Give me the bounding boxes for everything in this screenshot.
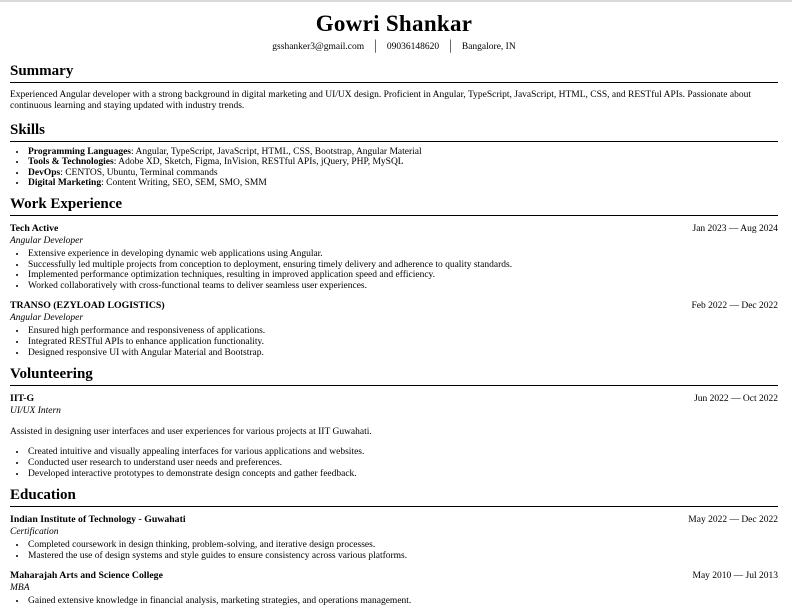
skill-label: Digital Marketing	[28, 178, 102, 189]
school-name: Indian Institute of Technology - Guwahati	[10, 514, 186, 526]
volunteering-heading: Volunteering	[10, 366, 778, 386]
skill-item	[27, 178, 778, 189]
entry-bullet-list	[10, 249, 778, 291]
organization-name: IIT-G	[10, 393, 35, 405]
entry-bullet: • Integrated RESTful APIs to enhance application functionality.	[27, 337, 778, 348]
resume-page	[0, 11, 792, 607]
skill-separator: :	[131, 146, 136, 157]
entry-bullet: • Ensured high performance and responsiveness of applications.	[27, 326, 778, 337]
entry-bullet: • Extensive experience in developing dynamic web applications using Angular.	[27, 249, 778, 260]
entry-bullet: • Worked collaboratively with cross-functional teams to deliver seamless user experiences.	[27, 281, 778, 292]
entry-bullet-list	[10, 447, 778, 479]
skill-value: Adobe XD, Sketch, Figma, InVision, RESTful APIs, jQuery, PHP, MySQL	[118, 157, 404, 168]
section-skills	[10, 122, 778, 189]
skill-value: Angular, TypeScript, JavaScript, HTML, CSS, Bootstrap, Angular Material	[135, 146, 422, 157]
entry-bullet-list	[10, 540, 778, 561]
section-volunteering	[10, 366, 778, 479]
skill-item	[27, 157, 778, 168]
company-name: TRANSO (EZYLOAD LOGISTICS)	[10, 300, 165, 312]
section-work-experience	[10, 196, 778, 358]
degree-name: Certification	[10, 527, 59, 538]
contact-location: Bangalore, IN	[461, 42, 516, 52]
contact-separator: │	[372, 41, 379, 53]
work-entry	[10, 223, 778, 291]
skill-value: Content Writing, SEO, SEM, SMO, SMM	[106, 178, 267, 189]
skill-item	[27, 168, 778, 179]
contact-email: gsshanker3@gmail.com	[272, 42, 365, 52]
entry-dates: Jan 2023 — Aug 2024	[692, 223, 778, 234]
entry-title-row	[10, 300, 778, 312]
entry-bullet: • Implemented performance optimization techniques, resulting in improved application speed and efficiency.	[27, 270, 778, 281]
school-name: Maharajah Arts and Science College	[10, 570, 163, 582]
skill-label: Programming Languages	[28, 146, 132, 157]
skill-separator: :	[101, 178, 107, 189]
degree-name: MBA	[10, 583, 30, 594]
skills-heading: Skills	[10, 122, 778, 142]
entry-bullet: • Completed coursework in design thinking, problem-solving, and iterative design processes.	[27, 540, 778, 551]
entry-title-row	[10, 514, 778, 526]
education-heading: Education	[10, 487, 778, 507]
entry-bullet-list	[10, 596, 778, 607]
entry-title-row	[10, 393, 778, 405]
entry-bullet: • Created intuitive and visually appealing interfaces for various applications and websites.	[27, 447, 778, 458]
job-title: Angular Developer	[10, 313, 84, 324]
job-title: Angular Developer	[10, 235, 84, 246]
page-top-edge	[0, 0, 792, 2]
entry-bullet: • Gained extensive knowledge in financial analysis, marketing strategies, and operations management.	[27, 596, 778, 607]
company-name: Tech Active	[10, 222, 59, 234]
work-experience-heading: Work Experience	[10, 196, 778, 216]
skill-label: Tools & Technologies	[28, 157, 114, 168]
work-entry	[10, 300, 778, 358]
volunteer-description: Assisted in designing user interfaces and user experiences for various projects at IIT Guwahati.	[10, 427, 372, 438]
skill-label: DevOps	[28, 167, 61, 178]
skill-value: CENTOS, Ubuntu, Terminal commands	[65, 167, 218, 178]
contact-line	[10, 41, 778, 53]
skill-item	[27, 147, 778, 158]
contact-phone: 09036148620	[386, 42, 440, 52]
entry-dates: May 2022 — Dec 2022	[688, 515, 778, 526]
entry-bullet: • Successfully led multiple projects from conception to deployment, ensuring timely delivery and adherence to quality standards.	[27, 260, 778, 271]
entry-bullet: • Designed responsive UI with Angular Material and Bootstrap.	[27, 348, 778, 359]
volunteer-role: UI/UX Intern	[10, 406, 61, 417]
volunteering-entry	[10, 393, 778, 479]
entry-bullet: • Conducted user research to understand user needs and preferences.	[27, 458, 778, 469]
summary-text: Experienced Angular developer with a strong background in digital marketing and UI/UX design. Proficient in Angular, TypeScript, JavaScript, HTML, CSS, and RESTful APIs. Passionate about continuous learning and staying updated with industry trends.	[10, 90, 751, 112]
summary-heading: Summary	[10, 63, 778, 83]
candidate-name: Gowri Shankar	[315, 11, 473, 36]
section-summary	[10, 63, 778, 113]
entry-dates: Jun 2022 — Oct 2022	[694, 394, 778, 405]
skill-separator: :	[113, 157, 119, 168]
entry-bullet-list	[10, 326, 778, 358]
education-entry	[10, 514, 778, 561]
skill-separator: :	[60, 167, 66, 178]
entry-bullet: • Mastered the use of design systems and style guides to ensure consistency across various platforms.	[27, 551, 778, 562]
entry-title-row	[10, 223, 778, 235]
resume-header	[10, 11, 778, 53]
entry-dates: Feb 2022 — Dec 2022	[691, 301, 778, 312]
section-education	[10, 487, 778, 607]
entry-bullet: • Developed interactive prototypes to demonstrate design concepts and gather feedback.	[27, 469, 778, 480]
entry-title-row	[10, 570, 778, 582]
contact-separator: │	[447, 41, 454, 53]
entry-dates: May 2010 — Jul 2013	[692, 571, 778, 582]
education-entry	[10, 570, 778, 607]
skills-list	[10, 147, 778, 189]
